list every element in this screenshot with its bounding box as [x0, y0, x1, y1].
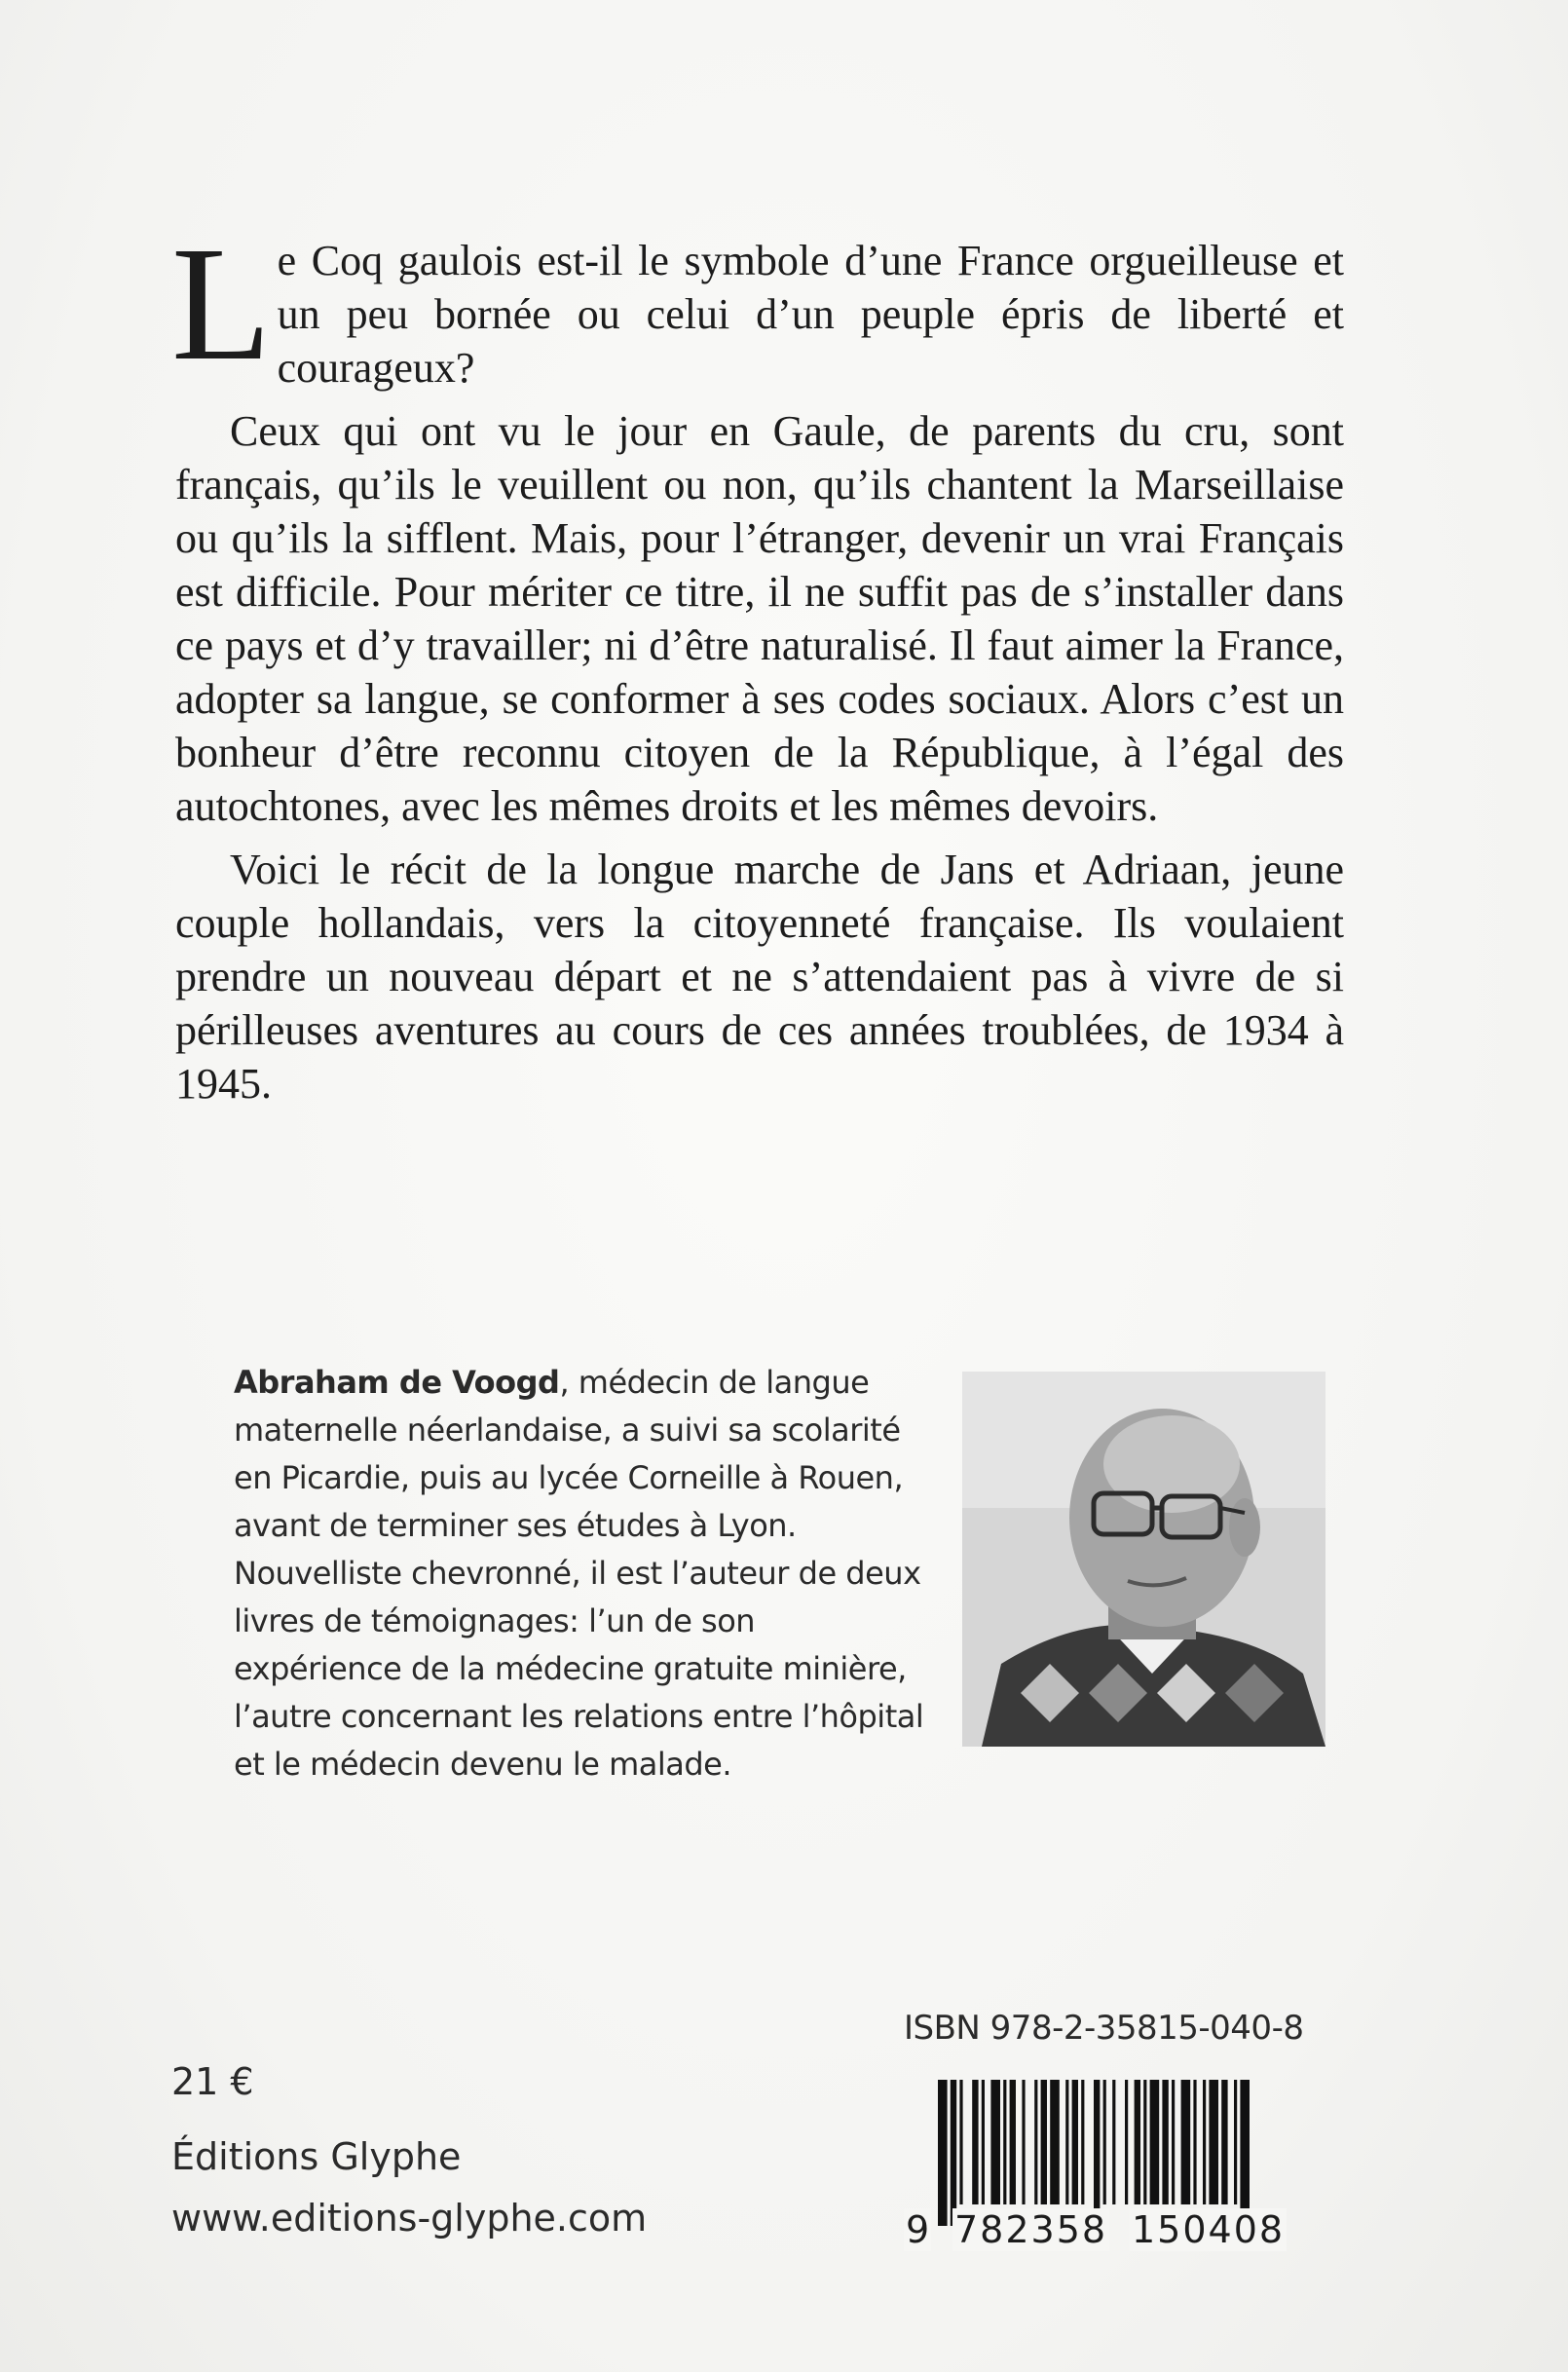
barcode-bar: [1003, 2080, 1006, 2204]
barcode-bar: [1240, 2080, 1250, 2226]
barcode-bar: [1172, 2080, 1175, 2204]
barcode-bar: [938, 2080, 948, 2226]
blurb-paragraph-1-text: e Coq gaulois est-il le symbole d’une France orgueilleuse et un peu bornée ou celui d’un peuple épris de liberté et courageux?: [277, 237, 1344, 392]
barcode-bar: [972, 2080, 978, 2204]
price: 21 €: [171, 2060, 254, 2103]
blurb-paragraph-3: Voici le récit de la longue marche de Jans et Adriaan, jeune couple hollandais, vers la citoyenneté française. Ils voulaient prendre un nouveau départ et ne s’attendaient pas à vivre de si périlleuses aventures au cours de ces années troublées, de 1934 à 1945.: [175, 846, 1344, 1108]
barcode-bar: [1103, 2080, 1106, 2204]
barcode-bar: [1193, 2080, 1196, 2204]
barcode-bar: [1234, 2080, 1237, 2204]
barcode-bar: [1209, 2080, 1218, 2204]
barcode-digits-right: 150408: [1132, 2208, 1286, 2251]
barcode-bar: [1034, 2080, 1037, 2204]
barcode-bar: [982, 2080, 985, 2204]
barcode-bar: [1094, 2080, 1100, 2226]
barcode-bar: [1041, 2080, 1047, 2204]
barcode-bar: [951, 2080, 956, 2226]
barcode-bar: [990, 2080, 1000, 2204]
drop-cap: L: [171, 213, 272, 395]
barcode-bar: [1022, 2080, 1025, 2204]
barcode-bar: [1112, 2080, 1115, 2204]
barcode-bar: [1135, 2080, 1140, 2204]
author-portrait-photo: [962, 1372, 1325, 1747]
barcode-bar: [1203, 2080, 1206, 2204]
barcode-digit-first: 9: [906, 2208, 930, 2251]
author-bio-text: , médecin de langue maternelle néerlandaise, a suivi sa scolarité en Picardie, puis au lycée Corneille à Rouen, avant de terminer ses études à Lyon. Nouvelliste chevronné, il est l’auteur de deux livres de témoignages: l’un de son expérience de la médecine gratuite minière, l’autre concernant les relations entre l’hôpital et le médecin devenu le malade.: [234, 1364, 924, 1783]
blurb-paragraph-1: [171, 213, 1344, 395]
barcode-bar: [1010, 2080, 1016, 2204]
isbn-label: ISBN 978-2-35815-040-8: [904, 2009, 1304, 2048]
barcode-bar: [1150, 2080, 1160, 2204]
barcode-bar: [1143, 2080, 1146, 2204]
barcode-bar: [1125, 2080, 1128, 2204]
barcode-bar: [1050, 2080, 1060, 2204]
barcode-bar: [1162, 2080, 1168, 2204]
barcode-bar: [959, 2080, 962, 2204]
barcode-bar: [1081, 2080, 1084, 2204]
blurb-text: [171, 213, 1344, 1120]
publisher-website: www.editions-glyphe.com: [171, 2197, 648, 2240]
barcode-digits-left: 782358: [954, 2208, 1108, 2251]
barcode-digits: [904, 2208, 1325, 2257]
author-name: Abraham de Voogd: [234, 1364, 560, 1401]
barcode-bar: [1181, 2080, 1191, 2204]
barcode-bar: [1072, 2080, 1078, 2204]
blurb-paragraph-2: Ceux qui ont vu le jour en Gaule, de parents du cru, sont français, qu’ils le veuillent ou non, qu’ils chantent la Marseillaise ou qu’ils la sifflent. Mais, pour l’étranger, devenir un vrai Français est difficile. Pour mériter ce titre, il ne suffit pas de s’installer dans ce pays et d’y travailler; ni d’être naturalisé. Il faut aimer la France, adopter sa langue, se conformer à ses codes sociaux. Alors c’est un bonheur d’être reconnu citoyen de la République, à l’égal des autochtones, avec les mêmes droits et les mêmes devoirs.: [175, 407, 1344, 830]
barcode-bar: [1221, 2080, 1227, 2204]
author-bio: [234, 1359, 930, 1788]
barcode-bar: [1065, 2080, 1068, 2204]
barcode-icon: [904, 2080, 1325, 2257]
publisher-name: Éditions Glyphe: [171, 2135, 462, 2178]
